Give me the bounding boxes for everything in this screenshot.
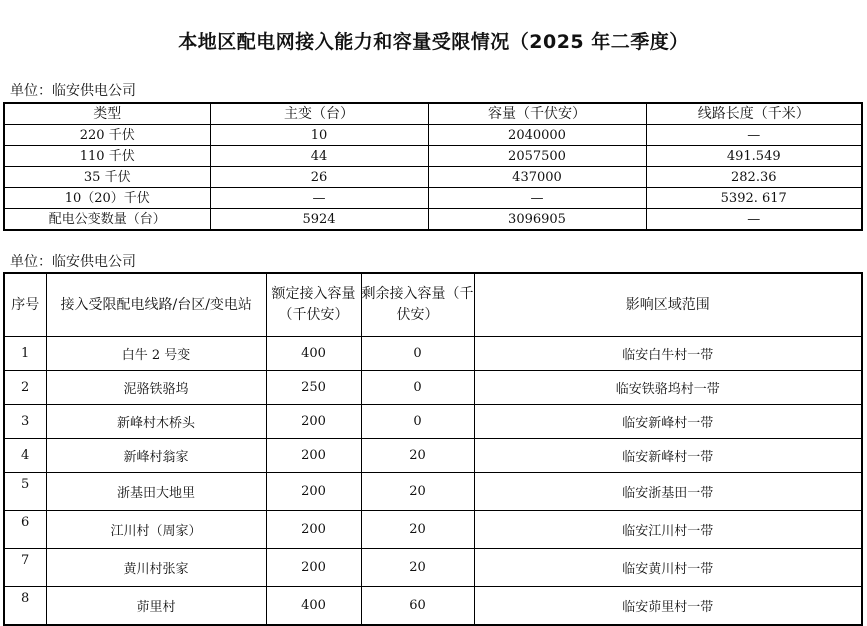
table-row <box>4 188 862 209</box>
cell-affected-area: 临安黄川村一带 <box>474 549 862 587</box>
header-restricted-object: 接入受限配电线路/台区/变电站 <box>46 273 266 337</box>
table-row <box>4 405 862 439</box>
header-capacity: 容量（千伏安） <box>428 103 646 125</box>
cell-restricted-object: 泥骆铁骆坞 <box>46 371 266 405</box>
table-row <box>4 337 862 371</box>
cell-affected-area: 临安铁骆坞村一带 <box>474 371 862 405</box>
cell-remaining-capacity: 60 <box>361 587 474 626</box>
cell-transformers: 44 <box>210 146 428 167</box>
cell-type: 35 千伏 <box>4 167 210 188</box>
cell-remaining-capacity: 20 <box>361 439 474 473</box>
cell-restricted-object: 新峰村翁家 <box>46 439 266 473</box>
table-row <box>4 473 862 511</box>
cell-capacity: — <box>428 188 646 209</box>
table-row <box>4 146 862 167</box>
cell-rated-capacity: 400 <box>266 337 361 371</box>
header-remaining-capacity: 剩余接入容量（千伏安） <box>361 273 474 337</box>
unit-label-1: 单位：临安供电公司 <box>10 83 136 99</box>
restricted-access-table <box>3 272 863 626</box>
cell-line-length: 282.36 <box>646 167 862 188</box>
header-line-length: 线路长度（千米） <box>646 103 862 125</box>
cell-remaining-capacity: 20 <box>361 511 474 549</box>
unit-label-2: 单位：临安供电公司 <box>10 254 136 270</box>
table-row <box>4 167 862 188</box>
header-type: 类型 <box>4 103 210 125</box>
header-index: 序号 <box>4 273 46 337</box>
cell-rated-capacity: 250 <box>266 371 361 405</box>
cell-index: 2 <box>4 371 46 405</box>
cell-restricted-object: 黄川村张家 <box>46 549 266 587</box>
cell-affected-area: 临安新峰村一带 <box>474 405 862 439</box>
cell-capacity: 2040000 <box>428 125 646 146</box>
table-row <box>4 209 862 231</box>
cell-line-length: 491.549 <box>646 146 862 167</box>
cell-rated-capacity: 200 <box>266 549 361 587</box>
cell-remaining-capacity: 0 <box>361 405 474 439</box>
cell-index: 1 <box>4 337 46 371</box>
cell-remaining-capacity: 20 <box>361 473 474 511</box>
table-row <box>4 439 862 473</box>
table-row <box>4 549 862 587</box>
page-title: 本地区配电网接入能力和容量受限情况（2025 年二季度） <box>178 31 689 53</box>
cell-remaining-capacity: 0 <box>361 371 474 405</box>
cell-line-length: — <box>646 209 862 231</box>
cell-index: 8 <box>4 587 46 626</box>
cell-remaining-capacity: 0 <box>361 337 474 371</box>
cell-capacity: 3096905 <box>428 209 646 231</box>
cell-affected-area: 临安白牛村一带 <box>474 337 862 371</box>
cell-affected-area: 临安江川村一带 <box>474 511 862 549</box>
cell-capacity: 2057500 <box>428 146 646 167</box>
cell-type: 10（20）千伏 <box>4 188 210 209</box>
table-header-row <box>4 273 862 337</box>
table-header-row <box>4 103 862 125</box>
cell-line-length: — <box>646 125 862 146</box>
cell-rated-capacity: 200 <box>266 405 361 439</box>
cell-transformers: 26 <box>210 167 428 188</box>
cell-remaining-capacity: 20 <box>361 549 474 587</box>
cell-affected-area: 临安茆里村一带 <box>474 587 862 626</box>
header-transformers: 主变（台） <box>210 103 428 125</box>
table-row <box>4 371 862 405</box>
cell-restricted-object: 新峰村木桥头 <box>46 405 266 439</box>
cell-index: 5 <box>4 473 46 511</box>
cell-index: 7 <box>4 549 46 587</box>
cell-transformers: 5924 <box>210 209 428 231</box>
cell-index: 6 <box>4 511 46 549</box>
cell-type: 配电公变数量（台） <box>4 209 210 231</box>
table-row <box>4 587 862 626</box>
cell-rated-capacity: 200 <box>266 473 361 511</box>
cell-transformers: — <box>210 188 428 209</box>
cell-transformers: 10 <box>210 125 428 146</box>
cell-index: 4 <box>4 439 46 473</box>
cell-index: 3 <box>4 405 46 439</box>
table-row <box>4 125 862 146</box>
cell-type: 110 千伏 <box>4 146 210 167</box>
header-rated-capacity: 额定接入容量（千伏安） <box>266 273 361 337</box>
cell-capacity: 437000 <box>428 167 646 188</box>
grid-capacity-table <box>3 102 863 231</box>
cell-type: 220 千伏 <box>4 125 210 146</box>
cell-rated-capacity: 200 <box>266 511 361 549</box>
cell-rated-capacity: 200 <box>266 439 361 473</box>
cell-restricted-object: 茆里村 <box>46 587 266 626</box>
table-row <box>4 511 862 549</box>
cell-rated-capacity: 400 <box>266 587 361 626</box>
cell-affected-area: 临安浙基田一带 <box>474 473 862 511</box>
cell-line-length: 5392. 617 <box>646 188 862 209</box>
header-affected-area: 影响区域范围 <box>474 273 862 337</box>
cell-restricted-object: 江川村（周家） <box>46 511 266 549</box>
cell-restricted-object: 白牛 2 号变 <box>46 337 266 371</box>
cell-affected-area: 临安新峰村一带 <box>474 439 862 473</box>
cell-restricted-object: 浙基田大地里 <box>46 473 266 511</box>
